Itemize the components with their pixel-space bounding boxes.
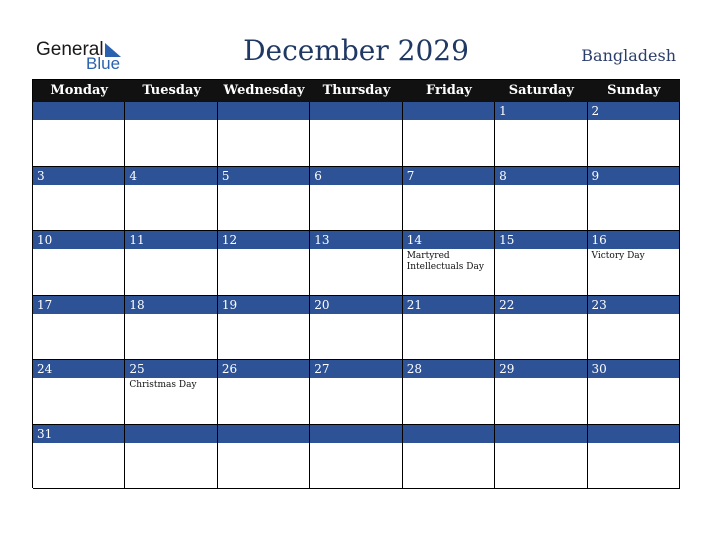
holiday-label xyxy=(403,378,494,380)
holiday-label xyxy=(218,443,309,445)
holiday-label xyxy=(495,185,586,187)
day-number: 12 xyxy=(218,231,309,249)
holiday-label xyxy=(403,443,494,445)
holiday-label xyxy=(403,314,494,316)
holiday-label xyxy=(495,120,586,122)
holiday-label xyxy=(588,120,679,122)
holiday-label xyxy=(218,249,309,251)
day-number xyxy=(218,425,309,443)
day-cell[interactable] xyxy=(495,296,587,361)
day-cell[interactable] xyxy=(310,425,402,490)
holiday-label xyxy=(33,120,124,122)
day-cell[interactable] xyxy=(33,231,125,296)
day-cell[interactable] xyxy=(403,231,495,296)
day-number: 5 xyxy=(218,167,309,185)
day-number: 16 xyxy=(588,231,679,249)
day-cell[interactable] xyxy=(33,167,125,232)
day-cell[interactable] xyxy=(33,296,125,361)
holiday-label xyxy=(403,120,494,122)
holiday-label xyxy=(588,185,679,187)
day-cell[interactable] xyxy=(125,425,217,490)
holiday-label xyxy=(218,378,309,380)
day-cell[interactable] xyxy=(403,360,495,425)
country-label: Bangladesh xyxy=(581,46,676,65)
day-number xyxy=(403,102,494,120)
holiday-label xyxy=(310,185,401,187)
day-cell[interactable] xyxy=(218,167,310,232)
day-cell[interactable] xyxy=(495,231,587,296)
day-cell[interactable] xyxy=(310,360,402,425)
weekday-header-row xyxy=(33,80,680,102)
day-number: 7 xyxy=(403,167,494,185)
holiday-label xyxy=(588,378,679,380)
day-number: 13 xyxy=(310,231,401,249)
day-number: 24 xyxy=(33,360,124,378)
holiday-label xyxy=(588,314,679,316)
logo-text-blue: Blue xyxy=(86,54,121,73)
holiday-label xyxy=(33,378,124,380)
day-number xyxy=(310,425,401,443)
day-number: 1 xyxy=(495,102,586,120)
day-number: 11 xyxy=(125,231,216,249)
holiday-label xyxy=(310,314,401,316)
day-cell[interactable] xyxy=(218,360,310,425)
holiday-label: Christmas Day xyxy=(129,380,197,390)
week-row-4 xyxy=(33,296,680,361)
day-cell[interactable] xyxy=(218,231,310,296)
holiday-label: Martyred Intellectuals Day xyxy=(406,251,484,272)
week-row-3 xyxy=(33,231,680,296)
holiday-label xyxy=(125,120,216,122)
generalblue-logo xyxy=(36,39,136,75)
day-cell[interactable] xyxy=(218,102,310,167)
weekday-thursday: Thursday xyxy=(322,83,391,98)
holiday-label xyxy=(310,249,401,251)
holiday-label xyxy=(33,443,124,445)
day-cell[interactable] xyxy=(403,102,495,167)
day-number xyxy=(218,102,309,120)
day-cell[interactable] xyxy=(33,360,125,425)
day-number: 4 xyxy=(125,167,216,185)
day-cell[interactable] xyxy=(403,425,495,490)
day-cell[interactable] xyxy=(588,425,680,490)
day-number: 8 xyxy=(495,167,586,185)
day-cell[interactable] xyxy=(403,167,495,232)
day-cell[interactable] xyxy=(495,425,587,490)
day-cell[interactable] xyxy=(125,167,217,232)
day-number: 20 xyxy=(310,296,401,314)
day-number: 29 xyxy=(495,360,586,378)
day-number: 6 xyxy=(310,167,401,185)
day-number: 31 xyxy=(33,425,124,443)
day-number xyxy=(403,425,494,443)
day-number: 10 xyxy=(33,231,124,249)
day-number xyxy=(125,425,216,443)
day-cell[interactable] xyxy=(588,102,680,167)
day-number xyxy=(33,102,124,120)
week-row-2 xyxy=(33,167,680,232)
day-cell[interactable] xyxy=(310,296,402,361)
day-cell[interactable] xyxy=(588,167,680,232)
day-number xyxy=(310,102,401,120)
day-cell[interactable] xyxy=(125,231,217,296)
day-cell[interactable] xyxy=(495,102,587,167)
day-number: 23 xyxy=(588,296,679,314)
week-row-5 xyxy=(33,360,680,425)
day-number: 14 xyxy=(403,231,494,249)
weekday-monday: Monday xyxy=(50,83,108,98)
day-cell[interactable] xyxy=(125,102,217,167)
day-number xyxy=(125,102,216,120)
day-number xyxy=(588,425,679,443)
day-number: 17 xyxy=(33,296,124,314)
holiday-label xyxy=(588,443,679,445)
day-cell[interactable] xyxy=(495,360,587,425)
day-number: 9 xyxy=(588,167,679,185)
holiday-label: Victory Day xyxy=(591,251,645,261)
day-cell[interactable] xyxy=(588,231,680,296)
day-cell[interactable] xyxy=(218,425,310,490)
holiday-label xyxy=(310,120,401,122)
holiday-label xyxy=(218,185,309,187)
day-cell[interactable] xyxy=(33,102,125,167)
weekday-saturday: Saturday xyxy=(508,83,574,98)
holiday-label xyxy=(33,185,124,187)
day-cell[interactable] xyxy=(218,296,310,361)
holiday-label xyxy=(218,120,309,122)
weekday-wednesday: Wednesday xyxy=(223,83,305,98)
calendar-grid xyxy=(32,79,680,488)
day-number xyxy=(495,425,586,443)
weekday-sunday: Sunday xyxy=(607,83,661,98)
holiday-label xyxy=(33,314,124,316)
day-cell[interactable] xyxy=(310,231,402,296)
holiday-label xyxy=(310,443,401,445)
day-number: 30 xyxy=(588,360,679,378)
day-cell[interactable] xyxy=(125,296,217,361)
day-number: 3 xyxy=(33,167,124,185)
holiday-label xyxy=(125,314,216,316)
day-number: 22 xyxy=(495,296,586,314)
month-title: December 2029 xyxy=(243,34,469,67)
holiday-label xyxy=(125,443,216,445)
holiday-label xyxy=(125,249,216,251)
logo-text-general: General xyxy=(36,39,104,60)
week-row-6 xyxy=(33,425,680,490)
holiday-label xyxy=(495,378,586,380)
holiday-label xyxy=(495,249,586,251)
day-cell[interactable] xyxy=(495,167,587,232)
week-row-1 xyxy=(33,102,680,167)
day-number: 2 xyxy=(588,102,679,120)
holiday-label xyxy=(125,185,216,187)
day-cell[interactable] xyxy=(588,296,680,361)
day-number: 28 xyxy=(403,360,494,378)
holiday-label xyxy=(218,314,309,316)
holiday-label xyxy=(33,249,124,251)
day-number: 25 xyxy=(125,360,216,378)
day-cell[interactable] xyxy=(125,360,217,425)
day-number: 18 xyxy=(125,296,216,314)
holiday-label xyxy=(310,378,401,380)
day-number: 21 xyxy=(403,296,494,314)
day-number: 26 xyxy=(218,360,309,378)
day-number: 19 xyxy=(218,296,309,314)
holiday-label xyxy=(495,443,586,445)
day-cell[interactable] xyxy=(33,425,125,490)
weekday-tuesday: Tuesday xyxy=(142,83,201,98)
holiday-label xyxy=(495,314,586,316)
day-cell[interactable] xyxy=(310,102,402,167)
day-number: 27 xyxy=(310,360,401,378)
day-cell[interactable] xyxy=(403,296,495,361)
weekday-friday: Friday xyxy=(425,83,472,98)
day-number: 15 xyxy=(495,231,586,249)
day-cell[interactable] xyxy=(310,167,402,232)
day-cell[interactable] xyxy=(588,360,680,425)
holiday-label xyxy=(403,185,494,187)
